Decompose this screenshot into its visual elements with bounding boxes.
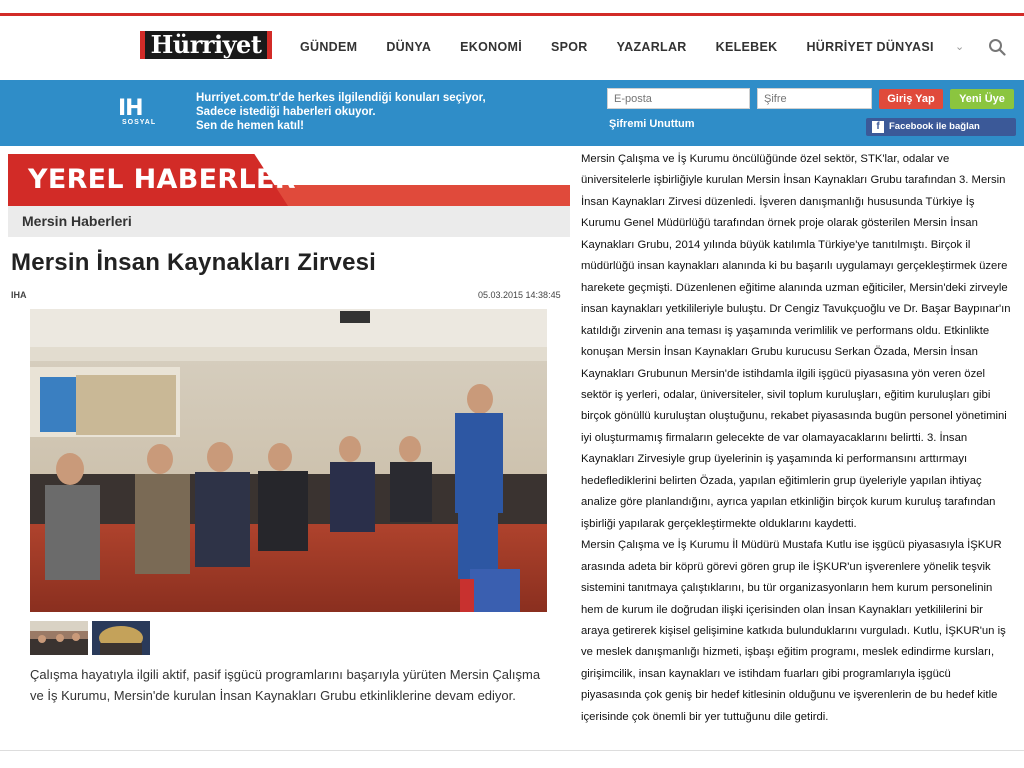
story-column [0,146,572,768]
sosyal-logo-mark: IH [118,96,143,121]
nav-item-kelebek[interactable]: KELEBEK [715,40,778,54]
nav-item-dunya[interactable]: DÜNYA [386,40,432,54]
facebook-connect-button[interactable] [866,118,1016,136]
speaker-body [455,413,503,513]
nav-item-ekonomi[interactable]: EKONOMİ [460,40,522,54]
article-column [572,146,1024,736]
nav-item-gundem[interactable]: GÜNDEM [300,40,358,54]
section-subtitle[interactable]: Mersin Haberleri [22,213,132,229]
sosyal-logo-label: SOSYAL [122,119,157,126]
password-field[interactable] [757,88,872,109]
story-caption: Çalışma hayatıyla ilgili aktif, pasif işgücü programlarını başarıyla yürüten Mersin Çalışma ve İş Kurumu, Mersin'de kurulan İnsan Kaynakları Grubu etkinliklerine devam ediyor. [30,667,541,703]
story-photo[interactable] [30,309,547,612]
section-banner [8,154,570,206]
projector [340,311,370,323]
thumbnail-2[interactable] [92,621,150,655]
story-headline: Mersin İnsan Kaynakları Zirvesi [11,249,377,276]
main-nav [300,40,963,54]
sosyal-logo[interactable] [118,96,170,134]
section-subtitle-bar [8,206,570,237]
article-body [581,149,1011,728]
speaker-head [467,384,493,414]
photo-thumbnails [30,621,150,655]
logo-text: Hürriyet [145,31,268,59]
promo-line-1: Hurriyet.com.tr'de herkes ilgilendiği konuları seçiyor, [196,92,486,104]
nav-item-hurriyet-dunyasi[interactable]: HÜRRİYET DÜNYASI [806,40,934,54]
facebook-connect-label: Facebook ile bağlan [889,121,980,132]
thumbnail-1[interactable] [30,621,88,655]
facebook-icon: f [872,121,884,133]
email-field[interactable] [607,88,750,109]
section-title: YEREL HABERLER [28,164,296,195]
bottom-divider [0,750,1024,751]
banner-stand [40,377,80,432]
login-button[interactable]: Giriş Yap [879,89,943,109]
search-icon[interactable] [988,38,1006,56]
story-datetime: 05.03.2015 14:38:45 [478,290,561,300]
story-source: IHA [11,290,27,300]
hurriyet-logo[interactable] [140,31,272,59]
nav-item-spor[interactable]: SPOR [551,40,588,54]
promo-line-3: Sen de hemen katıl! [196,120,305,132]
site-header [0,16,1024,80]
social-login-bar [0,80,1024,146]
social-promo-text [196,91,486,133]
article-paragraph-1: Mersin Çalışma ve İş Kurumu öncülüğünde özel sektör, STK'lar, odalar ve üniversitelerle işbirliğiyle kurulan Mersin İnsan Kaynakları Grubu tarafından 3. Mersin İnsan Kaynakları Zirvesi düzenledi. İşveren danışmanlığı hususunda Türkiye İş Kurumu Genel Müdürlüğü tarafından örnek proje olarak gösterilen Mersin İnsan Kaynakları Grubu, 2014 yılında büyük katılımla Türkiye'ye tanıtılmıştı. Birçok il müdürlüğü insan kaynakları alanında ki bu başarılı uygulamayı gerçekleştirmek üzere harekete geçmişti. Düzenlenen eğitime alanında uzman eğiticiler, Mersin'deki zirveyle insan kaynakları yetkilileriyle buluştu. Dr Cengiz Tavukçuoğlu ve Dr. Başar Baypınar'ın katıldığı zirvenin ana teması iş yaşamında verimlilik ve performans oldu. Etkinlikte konuşan Mersin İnsan Kaynakları Grubu kurucusu Serkan Özada, Mersin İnsan Kaynakları Grubunun Mersin'de istihdamla ilgili işgücü piyasasına yön veren özel sektör iş yerleri, odalar, üniversiteler, sivil toplum kuruluşları, eğitim kuruluşları gibi birçok gönüllü kuruluştan oluştuğunu, rekabet piyasasında bugün personel yönetimini iyi oluşturmamış firmaların gelecekte de var olamayacaklarını belirtti. 3. İnsan Kaynakları Zirvesiyle grup üyelerinin iş yaşamında ki performansını arttırmayı hedeflediklerini belirten Özada, yapılan eğitimlerin grup üyeleriyle yapılan ihtiyaç analize göre planlandığını, ayrıca yapılan etkinliğin birçok kurum kuruluş tarafından işbirliği yapılarak gerçekleştirmekte olduklarını kaydetti. [581,153,1011,530]
article-paragraph-2: Mersin Çalışma ve İş Kurumu İl Müdürü Mustafa Kutlu ise işgücü piyasasıyla İŞKUR arasında adeta bir köprü görevi gören grup ile İŞKUR'un işverenlere yönelik teşvik sistemini tanıtmaya çalıştıklarını, bu tür organizasyonların hem kurum personelinin hem de kurum ile doğrudan ilişki içerisinden olan İnsan Kaynakları yetkililerini bir araya getirerek kişisel gelişimine katkıda bulunduklarını vurguladı. Kutlu, İŞKUR'un iş ve meslek danışmanlığı hizmeti, işbaşı eğitim programı, meslek edindirme kursları, girişimcilik, insan kaynakları ve istihdam fuarları gibi programlarıyla işgücü piyasasında çok geniş bir hedef kitlesinin olduğunu ve işverenlerin de bu hedef kitle içerisinde çok önemli bir yer tuttuğunu dile getirdi. [581,539,1006,723]
forgot-password-link[interactable]: Şifremi Unuttum [609,118,695,130]
chevron-down-icon[interactable]: ⌄ [955,41,965,53]
nav-item-yazarlar[interactable]: YAZARLAR [616,40,687,54]
signup-button[interactable]: Yeni Üye [950,89,1014,109]
promo-line-2: Sadece istediği haberleri okuyor. [196,106,376,118]
